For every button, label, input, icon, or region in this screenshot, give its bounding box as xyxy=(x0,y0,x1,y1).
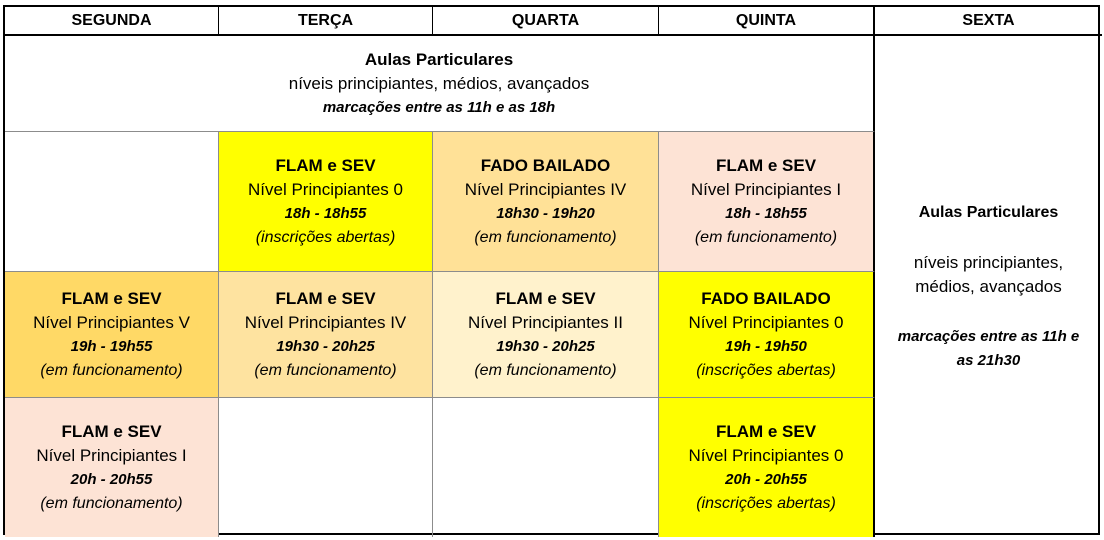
class-level: Nível Principiantes 0 xyxy=(688,312,844,332)
friday-private-levels-2: médios, avançados xyxy=(915,276,1062,296)
class-time: 19h - 19h50 xyxy=(725,337,807,355)
class-status: (em funcionamento) xyxy=(694,228,838,246)
class-time: 20h - 20h55 xyxy=(725,470,807,488)
class-time: 18h - 18h55 xyxy=(284,204,367,222)
class-title: FLAM e SEV xyxy=(61,421,162,441)
class-level: Nível Principiantes II xyxy=(468,312,623,332)
empty-cell-tue-3 xyxy=(219,398,433,537)
class-level: Nível Principiantes I xyxy=(690,179,842,199)
friday-private-title: Aulas Particulares xyxy=(918,203,1059,221)
class-status: (em funcionamento) xyxy=(474,361,617,379)
class-mon-3 xyxy=(5,398,219,537)
header-sexta: SEXTA xyxy=(875,7,1102,36)
class-time: 19h - 19h55 xyxy=(70,337,153,355)
friday-private-levels-1: níveis principiantes, xyxy=(913,252,1064,272)
class-level: Nível Principiantes 0 xyxy=(248,179,403,199)
class-status: (em funcionamento) xyxy=(254,361,397,379)
class-title: FLAM e SEV xyxy=(275,155,376,175)
class-status: (inscrições abertas) xyxy=(696,494,836,512)
friday-private-bookings-1: marcações entre as 11h e xyxy=(897,327,1080,345)
class-title: FLAM e SEV xyxy=(715,155,817,175)
class-time: 18h30 - 19h20 xyxy=(496,204,595,222)
class-time: 19h30 - 20h25 xyxy=(276,337,375,355)
class-status: (inscrições abertas) xyxy=(255,228,396,246)
class-wed-2 xyxy=(433,272,659,398)
class-level: Nível Principiantes IV xyxy=(244,312,407,332)
class-time: 20h - 20h55 xyxy=(70,470,153,488)
class-title: FLAM e SEV xyxy=(715,421,817,441)
class-status: (em funcionamento) xyxy=(474,228,617,246)
class-status: (em funcionamento) xyxy=(40,361,183,379)
class-level: Nível Principiantes V xyxy=(33,312,190,332)
empty-cell-wed-3 xyxy=(433,398,659,537)
friday-private-bookings-2: as 21h30 xyxy=(956,351,1021,369)
empty-cell-mon-1 xyxy=(5,132,219,272)
class-status: (inscrições abertas) xyxy=(696,361,836,379)
class-title: FLAM e SEV xyxy=(275,288,376,308)
class-thu-2 xyxy=(659,272,875,398)
schedule-table xyxy=(3,5,1100,535)
class-level: Nível Principiantes IV xyxy=(464,179,627,199)
private-lessons-banner xyxy=(5,36,875,132)
private-lessons-levels: níveis principiantes, médios, avançados xyxy=(288,73,590,93)
friday-private-lessons xyxy=(875,36,1102,537)
class-time: 19h30 - 20h25 xyxy=(496,337,595,355)
class-level: Nível Principiantes 0 xyxy=(688,445,844,465)
header-segunda: SEGUNDA xyxy=(5,7,219,36)
private-lessons-bookings: marcações entre as 11h e as 18h xyxy=(322,98,556,116)
header-quinta: QUINTA xyxy=(659,7,875,36)
class-title: FLAM e SEV xyxy=(61,288,162,308)
class-time: 18h - 18h55 xyxy=(725,204,807,222)
class-thu-1 xyxy=(659,132,875,272)
class-title: FADO BAILADO xyxy=(701,288,831,308)
class-tue-2 xyxy=(219,272,433,398)
class-title: FADO BAILADO xyxy=(480,155,611,175)
private-lessons-title: Aulas Particulares xyxy=(364,49,514,69)
class-wed-1 xyxy=(433,132,659,272)
class-status: (em funcionamento) xyxy=(40,494,183,512)
class-mon-2 xyxy=(5,272,219,398)
header-quarta: QUARTA xyxy=(433,7,659,36)
class-tue-1 xyxy=(219,132,433,272)
class-thu-3 xyxy=(659,398,875,537)
class-level: Nível Principiantes I xyxy=(36,445,187,465)
class-title: FLAM e SEV xyxy=(495,288,596,308)
header-terca: TERÇA xyxy=(219,7,433,36)
